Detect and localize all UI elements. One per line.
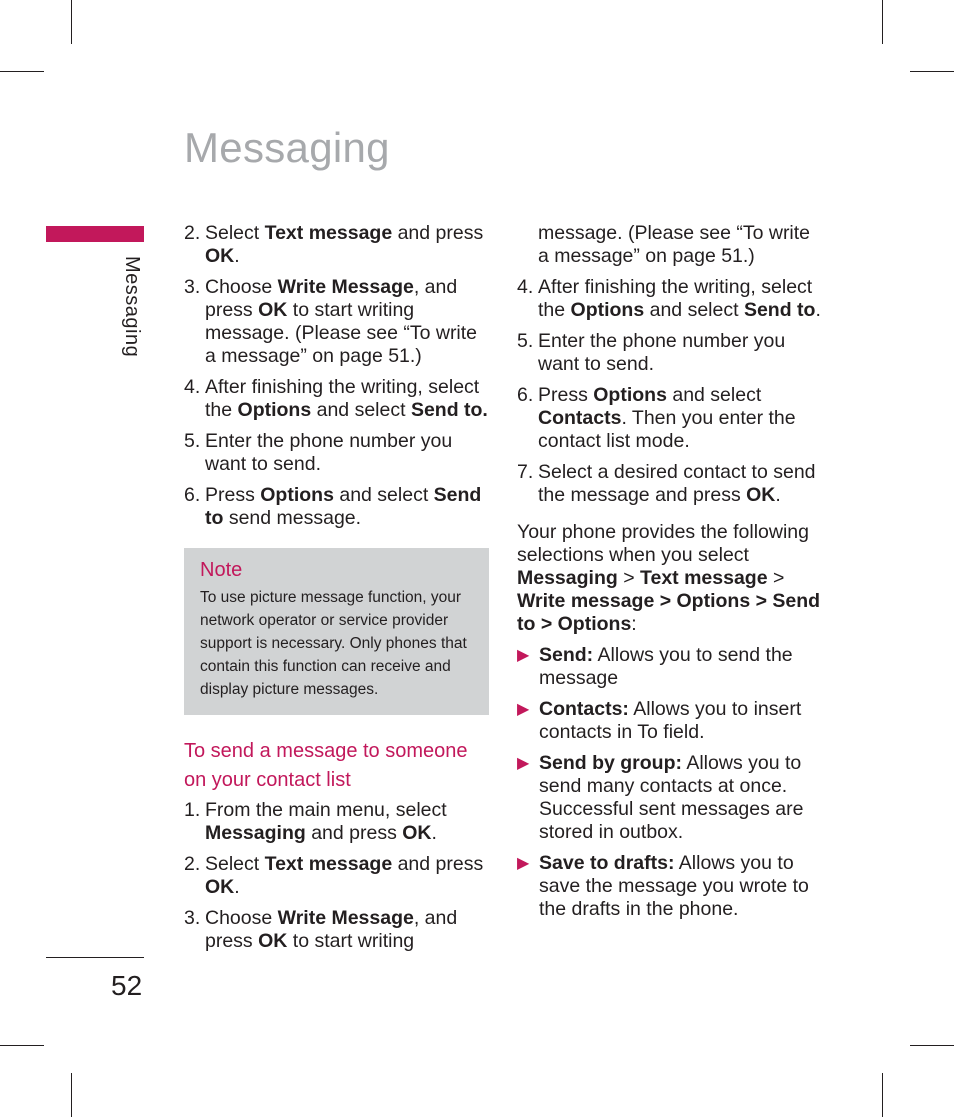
option-label: Send: bbox=[539, 644, 594, 666]
list-item bbox=[184, 430, 489, 476]
bold-term: Text message bbox=[264, 853, 393, 875]
list-item bbox=[184, 376, 489, 422]
text-run: From the main menu, select bbox=[205, 799, 447, 821]
section-subheading: To send a message to someone on your contact list bbox=[184, 740, 468, 791]
option-description: Allows you to send many contacts at once. Successful sent messages are stored in outbox. bbox=[539, 752, 804, 843]
bold-term: Contacts bbox=[538, 407, 622, 429]
step-text bbox=[205, 484, 489, 530]
footer-rule bbox=[46, 957, 144, 958]
text-run: to start writing bbox=[287, 930, 415, 952]
text-run: Choose bbox=[205, 907, 278, 929]
list-item bbox=[184, 222, 489, 268]
option-label: Send by group: bbox=[539, 752, 682, 774]
text-run: Choose bbox=[205, 276, 278, 298]
sidebar-accent-bar bbox=[46, 226, 144, 242]
step-text bbox=[205, 376, 489, 422]
bold-term: OK bbox=[402, 822, 432, 844]
options-intro bbox=[517, 521, 822, 636]
left-column bbox=[184, 222, 489, 961]
list-item bbox=[517, 276, 822, 322]
step-number: 6. bbox=[184, 484, 201, 506]
bold-term: Write Message bbox=[277, 276, 414, 298]
step-number: 2. bbox=[184, 222, 201, 244]
text-run: , and press bbox=[205, 276, 458, 321]
left-steps-list bbox=[184, 222, 489, 530]
step-number: 2. bbox=[184, 853, 201, 875]
step-number: 3. bbox=[184, 276, 201, 298]
bold-term: Options bbox=[593, 384, 667, 406]
step-number: 1. bbox=[184, 799, 201, 821]
sidebar-section-label: Messaging bbox=[121, 256, 143, 358]
text-run: . bbox=[431, 822, 437, 844]
list-item bbox=[184, 799, 489, 845]
right-column bbox=[517, 222, 822, 929]
option-description: Allows you to insert contacts in To field. bbox=[539, 698, 802, 743]
bold-term: OK bbox=[205, 245, 235, 267]
options-list bbox=[517, 644, 822, 921]
step-text bbox=[205, 907, 489, 953]
step-continuation: message. (Please see “To write a message” on page 51.) bbox=[538, 222, 811, 267]
text-run: > bbox=[767, 567, 785, 589]
contact-steps-list bbox=[184, 799, 489, 953]
step-number: 6. bbox=[517, 384, 534, 406]
right-steps-list bbox=[517, 276, 822, 507]
text-run: and press bbox=[392, 853, 484, 875]
text-run: and press bbox=[305, 822, 403, 844]
text-run: Your phone provides the following selections when you select bbox=[517, 521, 809, 566]
text-run: > bbox=[617, 567, 641, 589]
step-text bbox=[205, 276, 489, 368]
text-run: After finishing the writing, select the bbox=[205, 376, 480, 421]
step-number: 4. bbox=[184, 376, 201, 398]
list-item bbox=[517, 330, 822, 376]
step-number: 5. bbox=[184, 430, 201, 452]
option-description: Allows you to send the message bbox=[539, 644, 793, 689]
list-item bbox=[517, 461, 822, 507]
note-body: To use picture message function, your network operator or service provider support is necessary. Only phones that contain this function can receive and display picture messages. bbox=[200, 589, 467, 698]
crop-mark bbox=[882, 1073, 883, 1117]
crop-mark bbox=[71, 1073, 72, 1117]
step-number: 4. bbox=[517, 276, 534, 298]
bold-term: Write Message bbox=[277, 907, 414, 929]
text-run: . bbox=[234, 245, 240, 267]
text-run: . Then you enter the contact list mode. bbox=[538, 407, 796, 452]
page-number: 52 bbox=[111, 970, 143, 1001]
text-run: and select bbox=[666, 384, 762, 406]
bold-term: Options bbox=[237, 399, 312, 421]
text-run: Enter the phone number you want to send. bbox=[538, 330, 786, 375]
text-run: Select bbox=[205, 853, 265, 875]
bold-term: Write message > Options > Send to > Options bbox=[517, 590, 821, 635]
bold-term: OK bbox=[205, 876, 235, 898]
crop-mark bbox=[71, 0, 72, 44]
step-text bbox=[538, 330, 822, 376]
text-run: Enter the phone number you want to send. bbox=[205, 430, 453, 475]
option-text bbox=[539, 752, 822, 844]
triangle-bullet-icon: ▶ bbox=[517, 701, 530, 718]
option-description: Allows you to save the message you wrote to the drafts in the phone. bbox=[539, 852, 809, 920]
step-number: 7. bbox=[517, 461, 534, 483]
list-item bbox=[184, 276, 489, 368]
list-item bbox=[517, 852, 822, 921]
crop-mark bbox=[910, 71, 954, 72]
option-text bbox=[539, 644, 822, 690]
text-run: . bbox=[234, 876, 240, 898]
option-text bbox=[539, 698, 822, 744]
bold-term: OK bbox=[746, 484, 776, 506]
note-box bbox=[184, 548, 489, 715]
bold-term: Text message bbox=[640, 567, 768, 589]
list-item bbox=[517, 698, 822, 744]
bold-term: Messaging bbox=[205, 822, 306, 844]
bold-term: OK bbox=[258, 299, 288, 321]
bold-term: Messaging bbox=[517, 567, 618, 589]
step-text bbox=[538, 461, 822, 507]
text-run: to start writing message. (Please see “To write a message” on page 51.) bbox=[205, 299, 478, 367]
list-item bbox=[184, 907, 489, 953]
bold-term: Text message bbox=[264, 222, 393, 244]
option-label: Save to drafts: bbox=[539, 852, 675, 874]
step-text bbox=[538, 384, 822, 453]
text-run: send message. bbox=[223, 507, 362, 529]
text-run: Select bbox=[205, 222, 265, 244]
text-run: Press bbox=[538, 384, 594, 406]
step-number: 3. bbox=[184, 907, 201, 929]
text-run: Press bbox=[205, 484, 261, 506]
text-run: . bbox=[775, 484, 781, 506]
page-title: Messaging bbox=[184, 124, 390, 171]
bold-term: OK bbox=[258, 930, 288, 952]
step-text bbox=[538, 276, 822, 322]
text-run: and select bbox=[311, 399, 411, 421]
note-title: Note bbox=[200, 559, 243, 581]
text-run: and select bbox=[333, 484, 434, 506]
bold-term: Send to bbox=[205, 484, 482, 529]
list-item bbox=[184, 853, 489, 899]
bold-term: Options bbox=[570, 299, 645, 321]
step-number: 5. bbox=[517, 330, 534, 352]
crop-mark bbox=[0, 1045, 44, 1046]
bold-term: Send to bbox=[743, 299, 816, 321]
triangle-bullet-icon: ▶ bbox=[517, 755, 530, 772]
option-text bbox=[539, 852, 822, 921]
bold-term: Send to. bbox=[410, 399, 488, 421]
option-label: Contacts: bbox=[539, 698, 629, 720]
text-run: , and press bbox=[205, 907, 458, 952]
step-text bbox=[205, 853, 489, 899]
text-run: and press bbox=[392, 222, 484, 244]
list-item bbox=[517, 384, 822, 453]
list-item bbox=[517, 644, 822, 690]
crop-mark bbox=[882, 0, 883, 44]
triangle-bullet-icon: ▶ bbox=[517, 647, 530, 664]
text-run: After finishing the writing, select the bbox=[538, 276, 813, 321]
text-run: Select a desired contact to send the message and press bbox=[538, 461, 816, 506]
crop-mark bbox=[0, 71, 44, 72]
step-text bbox=[205, 799, 489, 845]
step-text bbox=[205, 430, 489, 476]
text-run: . bbox=[815, 299, 821, 321]
triangle-bullet-icon: ▶ bbox=[517, 855, 530, 872]
crop-mark bbox=[910, 1045, 954, 1046]
list-item bbox=[184, 484, 489, 530]
text-run: : bbox=[631, 613, 637, 635]
list-item bbox=[517, 752, 822, 844]
text-run: and select bbox=[644, 299, 744, 321]
bold-term: Options bbox=[260, 484, 334, 506]
step-text bbox=[205, 222, 489, 268]
